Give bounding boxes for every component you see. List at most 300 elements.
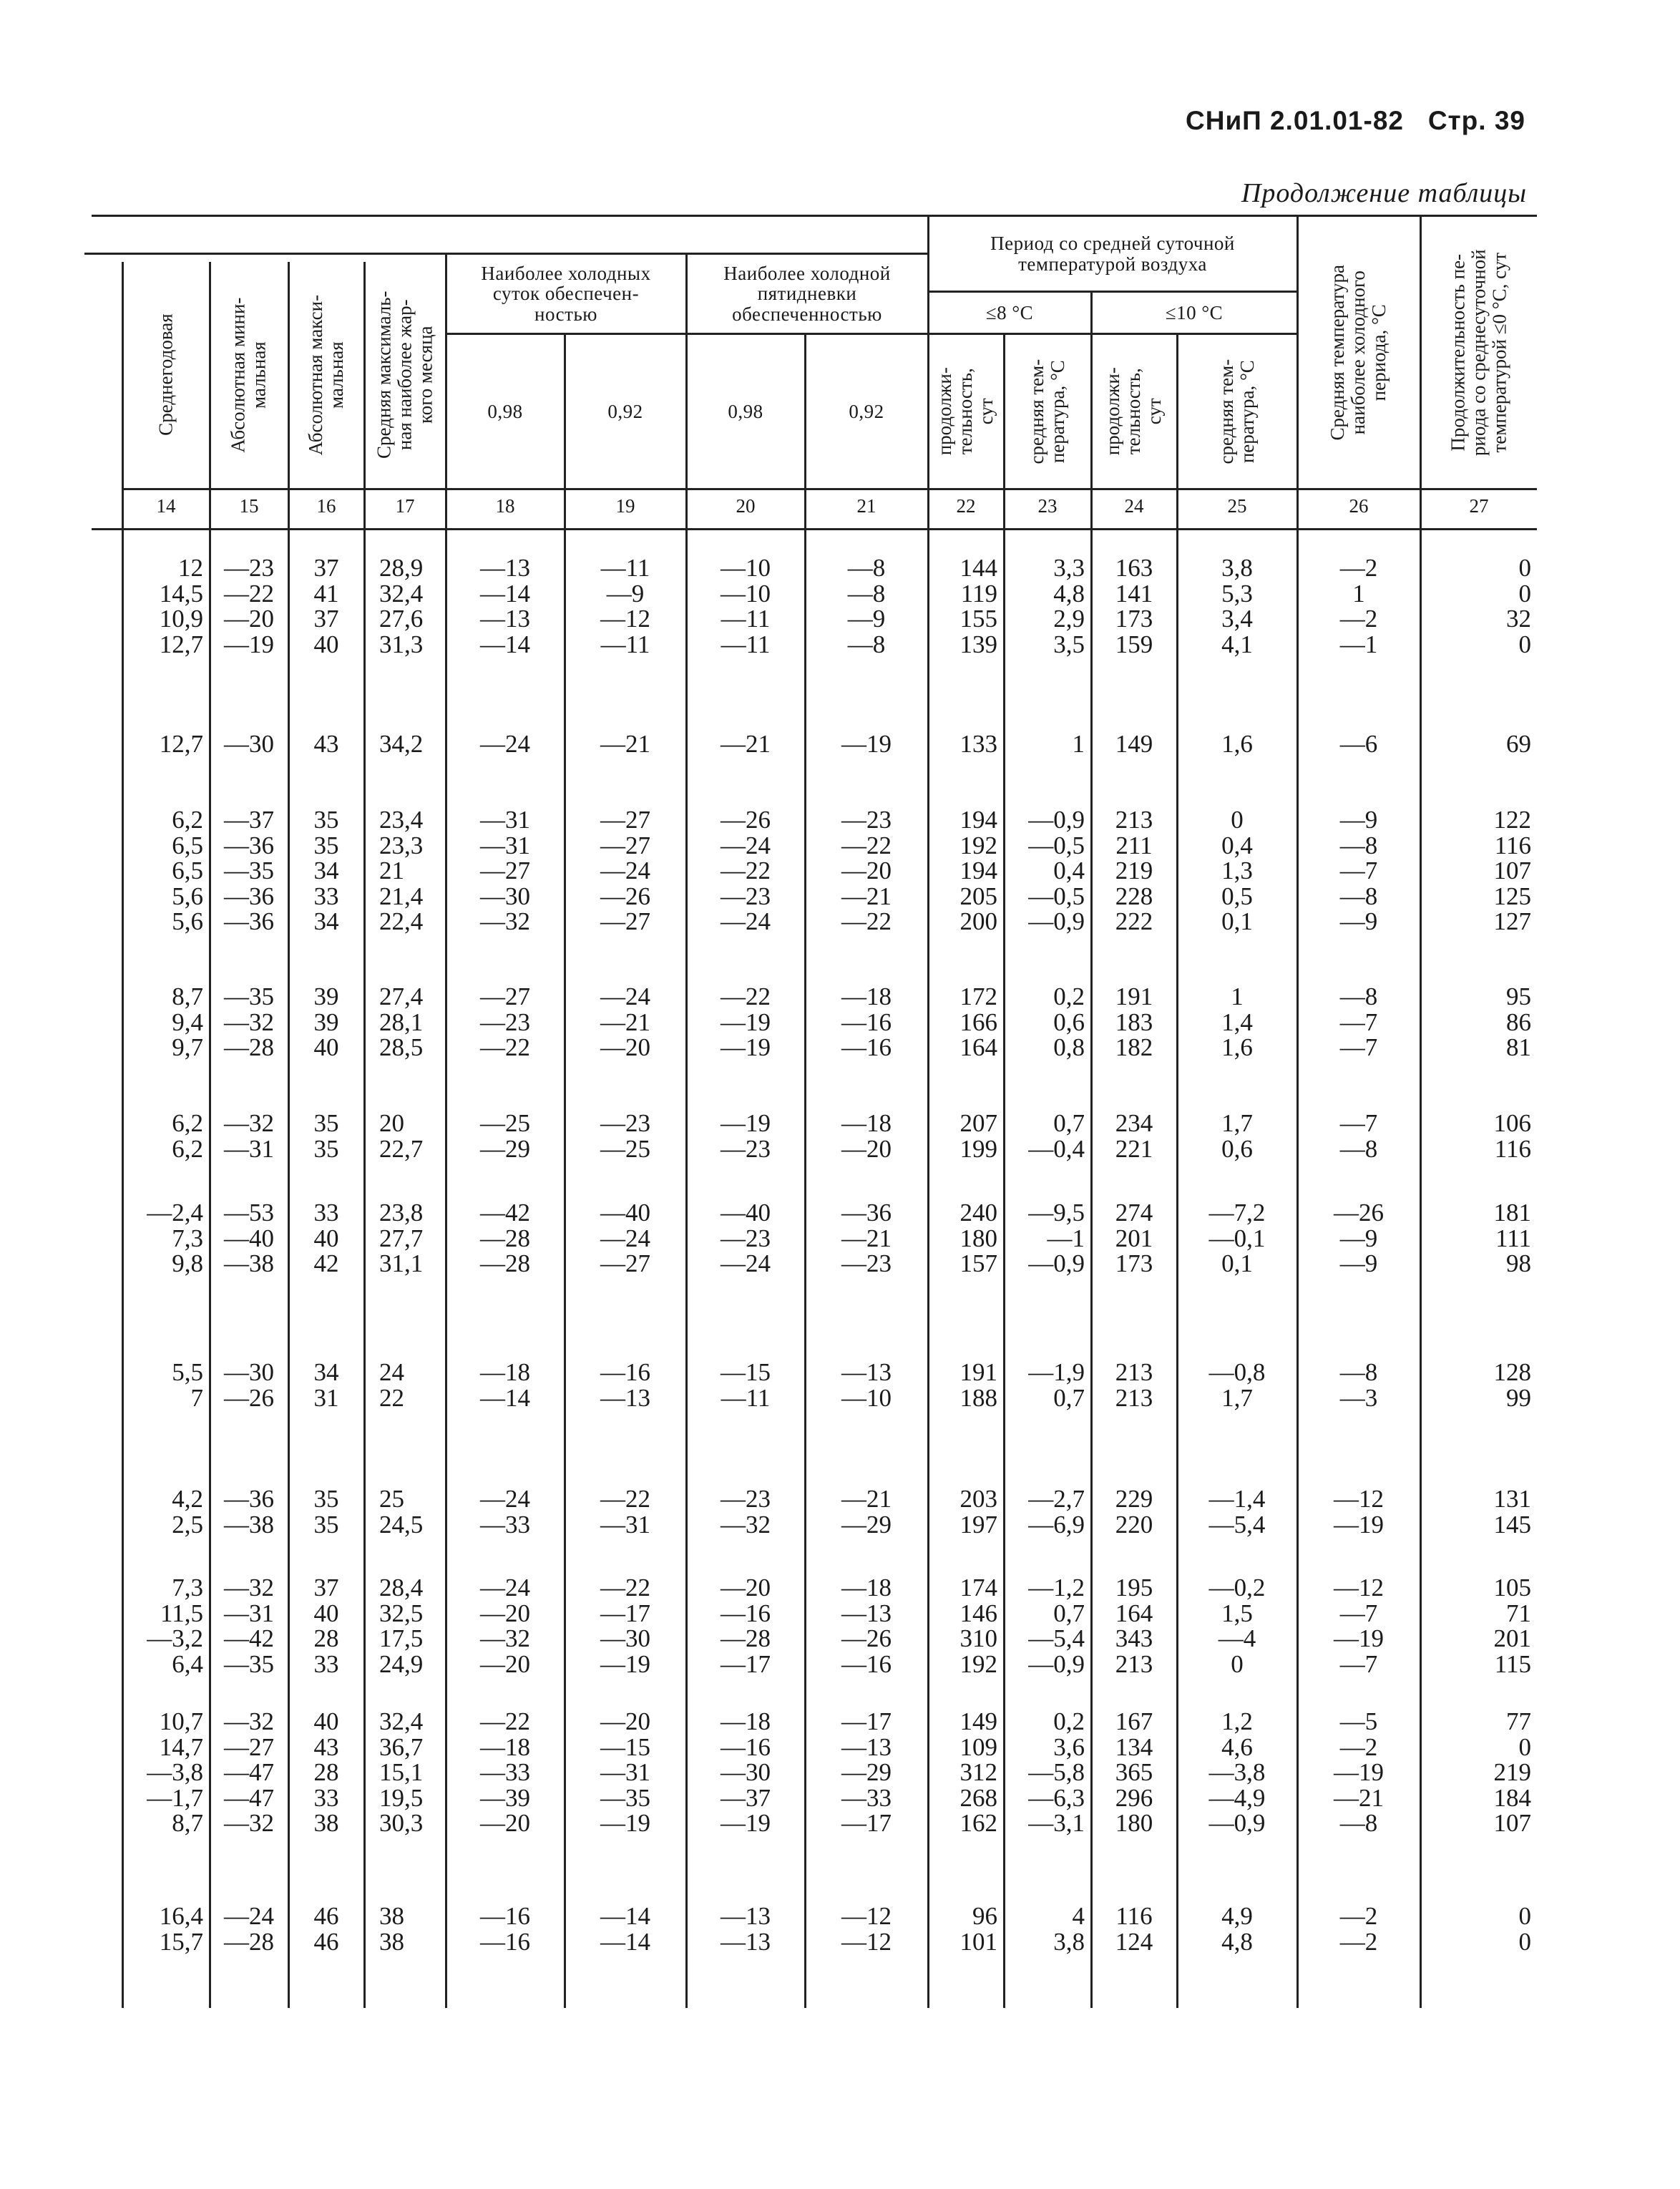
table-cell: 173 [1115, 605, 1153, 633]
table-cell: —6,9 [1028, 1510, 1085, 1539]
table-cell: 32 [1506, 605, 1531, 633]
table-cell-block [1005, 1111, 1085, 1161]
column-number: 21 [856, 495, 876, 517]
table-cell-block [123, 1575, 203, 1677]
table-cell: 1 [1072, 730, 1085, 758]
table-cell-block [1092, 1111, 1176, 1161]
table-cell: 0,1 [1221, 1249, 1253, 1277]
table-cell: —26 [1334, 1199, 1384, 1227]
table-cell-block [446, 1360, 564, 1410]
table-cell: —22 [480, 1707, 530, 1735]
table-cell-block [1005, 1575, 1085, 1677]
table-cell: 23,8 [379, 1199, 424, 1227]
table-cell: —36 [841, 1199, 892, 1227]
column-number: 18 [495, 495, 515, 517]
table-cell-block [289, 555, 363, 657]
table-cell: —7 [1339, 1109, 1378, 1137]
table-cell: 10,7 [159, 1707, 203, 1735]
table-cell: —9 [1339, 1249, 1378, 1277]
table-cell: 1 [1231, 983, 1244, 1010]
table-cell: 4,8 [1053, 579, 1085, 608]
table-cell-block [1298, 1111, 1420, 1161]
table-cell: 9,7 [172, 1033, 203, 1061]
table-cell: 0 [1518, 630, 1531, 658]
table-cell: —19 [600, 1649, 650, 1678]
table-cell: —47 [224, 1783, 274, 1812]
table-cell: —0,9 [1028, 1649, 1085, 1678]
table-cell: 312 [959, 1758, 997, 1786]
table-cell-block [1298, 1200, 1420, 1277]
table-cell-block [1178, 1200, 1296, 1277]
table-cell: —24 [600, 1224, 650, 1252]
table-cell: 40 [313, 1599, 339, 1627]
table-cell: —9 [606, 579, 645, 608]
table-cell: 33 [313, 1783, 339, 1812]
table-cell-block [806, 984, 927, 1061]
table-cell: 128 [1493, 1358, 1531, 1386]
table-cell: —12 [841, 1927, 892, 1956]
table-cell: —20 [480, 1809, 530, 1837]
table-cell-block [123, 1486, 203, 1537]
table-cell-block [565, 1200, 685, 1277]
table-cell: —8 [847, 630, 886, 658]
table-cell: —0,1 [1208, 1224, 1266, 1252]
table-cell: —21 [600, 730, 650, 758]
table-cell-block [1092, 1709, 1176, 1836]
table-cell: 34 [313, 907, 339, 935]
table-cell: —15 [721, 1358, 771, 1386]
table-cell: 194 [959, 857, 997, 884]
table-cell: —24 [224, 1902, 274, 1930]
table-cell-block [365, 807, 459, 935]
table-cell: —3,8 [1208, 1758, 1266, 1786]
table-cell: —28 [224, 1927, 274, 1956]
table-cell: 131 [1493, 1485, 1531, 1513]
table-cell: 119 [960, 579, 997, 608]
table-cell-block [1005, 1903, 1085, 1954]
header-rule-4 [122, 488, 1537, 490]
table-cell: 201 [1115, 1224, 1153, 1252]
table-cell: 192 [959, 1649, 997, 1678]
table-cell: —21 [600, 1008, 650, 1036]
table-cell-block [365, 1486, 459, 1537]
table-cell-block [1178, 1575, 1296, 1677]
table-cell: —32 [224, 1707, 274, 1735]
table-cell-block [1005, 807, 1085, 935]
table-cell: —31 [600, 1510, 650, 1539]
table-cell: —7,2 [1208, 1199, 1266, 1227]
table-cell: —22 [600, 1485, 650, 1513]
table-cell-block [929, 1360, 997, 1410]
table-cell-block [123, 1111, 203, 1161]
header-coldest-5day: Наиболее холодной пятидневки обеспеченностью [723, 262, 891, 325]
table-cell: —27 [600, 831, 650, 859]
table-cell: 86 [1506, 1008, 1531, 1036]
table-cell: 141 [1115, 579, 1153, 608]
table-cell: 125 [1493, 882, 1531, 910]
table-cell-block [365, 555, 459, 657]
table-cell: —31 [480, 831, 530, 859]
table-cell: —32 [224, 1109, 274, 1137]
table-cell: —33 [480, 1510, 530, 1539]
table-cell-block [565, 807, 685, 935]
table-cell: 0,2 [1053, 983, 1085, 1010]
table-cell: —26 [224, 1383, 274, 1412]
table-cell-block [565, 1360, 685, 1410]
table-cell: —27 [600, 806, 650, 834]
table-cell-block [565, 555, 685, 657]
table-cell: 28 [313, 1624, 339, 1652]
table-cell: 213 [1115, 1358, 1153, 1386]
table-cell-block [123, 731, 203, 757]
table-cell: 37 [313, 605, 339, 633]
table-cell: 0 [1231, 1649, 1244, 1678]
table-cell: —4,9 [1208, 1783, 1266, 1812]
table-cell: —6 [1339, 730, 1378, 758]
table-cell: 0,6 [1053, 1008, 1085, 1036]
table-cell-block [1298, 1360, 1420, 1410]
table-cell: —17 [841, 1707, 892, 1735]
table-cell: 173 [1115, 1249, 1153, 1277]
table-cell: —31 [224, 1134, 274, 1163]
table-cell: —38 [224, 1510, 274, 1539]
table-cell: 15,1 [379, 1758, 424, 1786]
table-cell: —9 [1339, 907, 1378, 935]
table-cell: 9,4 [172, 1008, 203, 1036]
header-092b: 0,92 [849, 400, 884, 422]
table-cell: —23 [721, 1485, 771, 1513]
column-number: 26 [1349, 495, 1369, 517]
header-098b: 0,98 [728, 400, 763, 422]
table-cell: 213 [1115, 1383, 1153, 1412]
table-cell: 35 [313, 831, 339, 859]
table-cell: 6,2 [172, 1109, 203, 1137]
table-cell: —0,9 [1028, 1249, 1085, 1277]
table-cell-block [687, 1709, 804, 1836]
table-cell-block [1092, 731, 1176, 757]
table-cell: —22 [841, 907, 892, 935]
table-cell: —19 [1334, 1758, 1384, 1786]
column-number: 14 [156, 495, 176, 517]
table-cell: 23,3 [379, 831, 424, 859]
table-cell-block [210, 984, 288, 1061]
table-cell-block [1421, 1575, 1531, 1677]
table-cell: 145 [1493, 1510, 1531, 1539]
table-cell-block [687, 1360, 804, 1410]
table-cell: —20 [721, 1574, 771, 1601]
header-rule-5 [92, 528, 1537, 530]
table-cell: —11 [721, 1383, 771, 1412]
table-cell: —1 [1047, 1224, 1085, 1252]
table-cell-block [289, 1486, 363, 1537]
table-cell-block [806, 1200, 927, 1277]
table-cell: 133 [959, 730, 997, 758]
table-cell: 39 [313, 983, 339, 1010]
table-cell-block [365, 1360, 459, 1410]
table-cell: —13 [480, 554, 530, 582]
table-cell: 296 [1115, 1783, 1153, 1812]
table-cell: —42 [224, 1624, 274, 1652]
table-cell: 146 [959, 1599, 997, 1627]
table-cell: —16 [480, 1902, 530, 1930]
table-cell-block [929, 555, 997, 657]
header-c17: Средняя максималь- ная наиболее жар- кого месяца [373, 291, 436, 459]
table-cell: —24 [600, 983, 650, 1010]
table-cell: 106 [1493, 1109, 1531, 1137]
table-cell-block [365, 731, 459, 757]
table-cell: 5,3 [1221, 579, 1253, 608]
table-cell: —32 [480, 907, 530, 935]
table-cell: 41 [313, 579, 339, 608]
table-cell: 222 [1115, 907, 1153, 935]
table-cell: —36 [224, 1485, 274, 1513]
table-cell-block [1178, 1111, 1296, 1161]
table-cell: —3,1 [1028, 1809, 1085, 1837]
table-cell: —30 [224, 730, 274, 758]
table-cell: 213 [1115, 806, 1153, 834]
table-cell: 149 [1115, 730, 1153, 758]
table-cell: 32,5 [379, 1599, 424, 1627]
table-cell: 127 [1493, 907, 1531, 935]
table-cell: 115 [1494, 1649, 1531, 1678]
table-cell: 8,7 [172, 983, 203, 1010]
table-cell: —21 [841, 1485, 892, 1513]
table-cell: 116 [1115, 1902, 1153, 1930]
table-cell: 3,8 [1053, 1927, 1085, 1956]
table-cell: 27,6 [379, 605, 424, 633]
table-cell-block [1092, 984, 1176, 1061]
table-cell-block [446, 1111, 564, 1161]
table-cell-block [806, 1903, 927, 1954]
table-cell: 174 [959, 1574, 997, 1601]
table-cell-block [1298, 984, 1420, 1061]
table-cell: —8 [1339, 983, 1378, 1010]
table-cell: 98 [1506, 1249, 1531, 1277]
table-cell-block [1178, 1903, 1296, 1954]
table-cell: 99 [1506, 1383, 1531, 1412]
header-092a: 0,92 [607, 400, 643, 422]
table-cell: 203 [959, 1485, 997, 1513]
table-cell: 0,8 [1053, 1033, 1085, 1061]
table-cell: 0,6 [1221, 1134, 1253, 1163]
table-cell: 310 [959, 1624, 997, 1652]
table-cell: 1,3 [1221, 857, 1253, 884]
table-cell-block [929, 731, 997, 757]
table-cell: —30 [224, 1358, 274, 1386]
table-cell: 181 [1493, 1199, 1531, 1227]
table-cell: 166 [959, 1008, 997, 1036]
table-cell-block [1092, 1200, 1176, 1277]
table-cell: —24 [721, 907, 771, 935]
table-cell: 9,8 [172, 1249, 203, 1277]
table-cell: —28 [721, 1624, 771, 1652]
table-cell: —33 [841, 1783, 892, 1812]
column-number: 25 [1227, 495, 1247, 517]
table-cell: —0,9 [1028, 907, 1085, 935]
table-cell: —7 [1339, 1599, 1378, 1627]
table-cell: 116 [1494, 1134, 1531, 1163]
table-cell: 40 [313, 1033, 339, 1061]
table-cell-block [289, 807, 363, 935]
table-cell: —0,9 [1028, 806, 1085, 834]
table-cell: 27,4 [379, 983, 424, 1010]
table-cell: 40 [313, 1707, 339, 1735]
table-cell: —40 [224, 1224, 274, 1252]
table-cell-block [210, 1575, 288, 1677]
table-cell: —20 [600, 1033, 650, 1061]
table-cell: 201 [1493, 1624, 1531, 1652]
table-cell-block [1178, 555, 1296, 657]
table-cell: —23 [480, 1008, 530, 1036]
table-cell: 159 [1115, 630, 1153, 658]
table-cell-block [1092, 1575, 1176, 1677]
table-cell-block [1298, 1903, 1420, 1954]
table-cell-block [806, 731, 927, 757]
table-cell-block [365, 1200, 459, 1277]
page-header [1186, 106, 1525, 136]
table-cell: —37 [721, 1783, 771, 1812]
table-cell: —8 [847, 579, 886, 608]
table-cell: —0,4 [1028, 1134, 1085, 1163]
table-cell: —19 [721, 1109, 771, 1137]
table-cell: 7,3 [172, 1224, 203, 1252]
table-cell-block [1092, 555, 1176, 657]
table-cell: —3,8 [147, 1758, 203, 1786]
table-cell-block [1421, 1903, 1531, 1954]
table-cell: —27 [600, 907, 650, 935]
table-cell: 28,9 [379, 554, 424, 582]
table-cell: —0,2 [1208, 1574, 1266, 1601]
table-cell: —24 [600, 857, 650, 884]
table-cell-block [123, 1903, 203, 1954]
table-cell: —23 [721, 1134, 771, 1163]
table-cell: 101 [959, 1927, 997, 1956]
table-cell: 184 [1493, 1783, 1531, 1812]
table-cell: 33 [313, 882, 339, 910]
table-cell-block [446, 1200, 564, 1277]
table-cell: 0,4 [1053, 857, 1085, 884]
table-cell: 20 [379, 1109, 404, 1137]
column-number: 19 [615, 495, 635, 517]
table-cell: 4,9 [1221, 1902, 1253, 1930]
table-cell: —20 [600, 1707, 650, 1735]
table-cell-block [210, 807, 288, 935]
table-cell: —33 [480, 1758, 530, 1786]
column-number: 27 [1469, 495, 1489, 517]
table-cell: 6,5 [172, 831, 203, 859]
table-cell: 0,7 [1053, 1109, 1085, 1137]
table-cell: 7 [190, 1383, 203, 1412]
table-cell: 43 [313, 1732, 339, 1761]
table-cell: 109 [959, 1732, 997, 1761]
table-cell: 38 [313, 1809, 339, 1837]
table-cell: 19,5 [379, 1783, 424, 1812]
table-cell-block [1005, 731, 1085, 757]
table-cell: —2,4 [147, 1199, 203, 1227]
table-cell-block [210, 1903, 288, 1954]
table-cell: —22 [600, 1574, 650, 1601]
table-cell: 6,2 [172, 1134, 203, 1163]
table-cell-block [687, 807, 804, 935]
table-cell: —12 [600, 605, 650, 633]
table-cell: —19 [1334, 1624, 1384, 1652]
table-cell: —17 [721, 1649, 771, 1678]
table-cell: 164 [1115, 1599, 1153, 1627]
table-cell-block [929, 984, 997, 1061]
table-cell: —20 [480, 1599, 530, 1627]
table-cell: 24,5 [379, 1510, 424, 1539]
table-cell: —6,3 [1028, 1783, 1085, 1812]
table-cell: 40 [313, 630, 339, 658]
table-cell: 5,6 [172, 907, 203, 935]
table-cell-block [565, 731, 685, 757]
table-cell: —8 [1339, 882, 1378, 910]
header-c15: Абсолютная мини- мальная [227, 297, 270, 453]
table-cell: 365 [1115, 1758, 1153, 1786]
table-cell: 107 [1493, 857, 1531, 884]
table-cell: —19 [224, 630, 274, 658]
table-cell: —19 [721, 1809, 771, 1837]
table-cell: 191 [1115, 983, 1153, 1010]
table-cell: 1,4 [1221, 1008, 1253, 1036]
table-cell-block [687, 731, 804, 757]
table-cell: —7 [1339, 1008, 1378, 1036]
table-cell: —25 [480, 1109, 530, 1137]
table-cell: —29 [480, 1134, 530, 1163]
table-cell-block [806, 1575, 927, 1677]
table-cell: 28,4 [379, 1574, 424, 1601]
table-cell-block [565, 1486, 685, 1537]
table-cell: 16,4 [159, 1902, 203, 1930]
header-period: Период со средней суточной температурой воздуха [990, 233, 1235, 275]
table-cell-block [365, 1111, 459, 1161]
table-cell-block [929, 1575, 997, 1677]
table-cell: 122 [1493, 806, 1531, 834]
table-cell: 1,5 [1221, 1599, 1253, 1627]
table-cell: 34,2 [379, 730, 424, 758]
table-cell-block [210, 555, 288, 657]
table-cell: 274 [1115, 1199, 1153, 1227]
table-cell-block [210, 1360, 288, 1410]
table-cell-block [1178, 1709, 1296, 1836]
table-cell-block [1421, 1709, 1531, 1836]
table-cell: —8 [847, 554, 886, 582]
table-cell: —22 [841, 831, 892, 859]
table-cell: —9,5 [1028, 1199, 1085, 1227]
table-cell: —23 [721, 1224, 771, 1252]
table-cell-block [565, 1111, 685, 1161]
table-cell: 31,1 [379, 1249, 424, 1277]
table-cell: 32,4 [379, 579, 424, 608]
table-cell: 3,3 [1053, 554, 1085, 582]
table-cell: 164 [959, 1033, 997, 1061]
header-c26: Средняя температура наиболее холодного периода, °C [1327, 264, 1390, 441]
table-cell: —24 [480, 1574, 530, 1601]
table-cell: 240 [959, 1199, 997, 1227]
header-c27: Продолжительность пе- риода со среднесуточной температурой ≤0 °C, сут [1447, 249, 1510, 456]
table-cell-block [1298, 1575, 1420, 1677]
table-cell: 77 [1506, 1707, 1531, 1735]
table-cell: 144 [959, 554, 997, 582]
table-cell: —21 [1334, 1783, 1384, 1812]
table-cell-block [1005, 1360, 1085, 1410]
table-cell: —21 [721, 730, 771, 758]
table-cell-block [446, 1903, 564, 1954]
table-cell: —18 [480, 1732, 530, 1761]
table-cell-block [289, 1111, 363, 1161]
table-cell: 0 [1518, 1732, 1531, 1761]
table-cell: 211 [1115, 831, 1153, 859]
